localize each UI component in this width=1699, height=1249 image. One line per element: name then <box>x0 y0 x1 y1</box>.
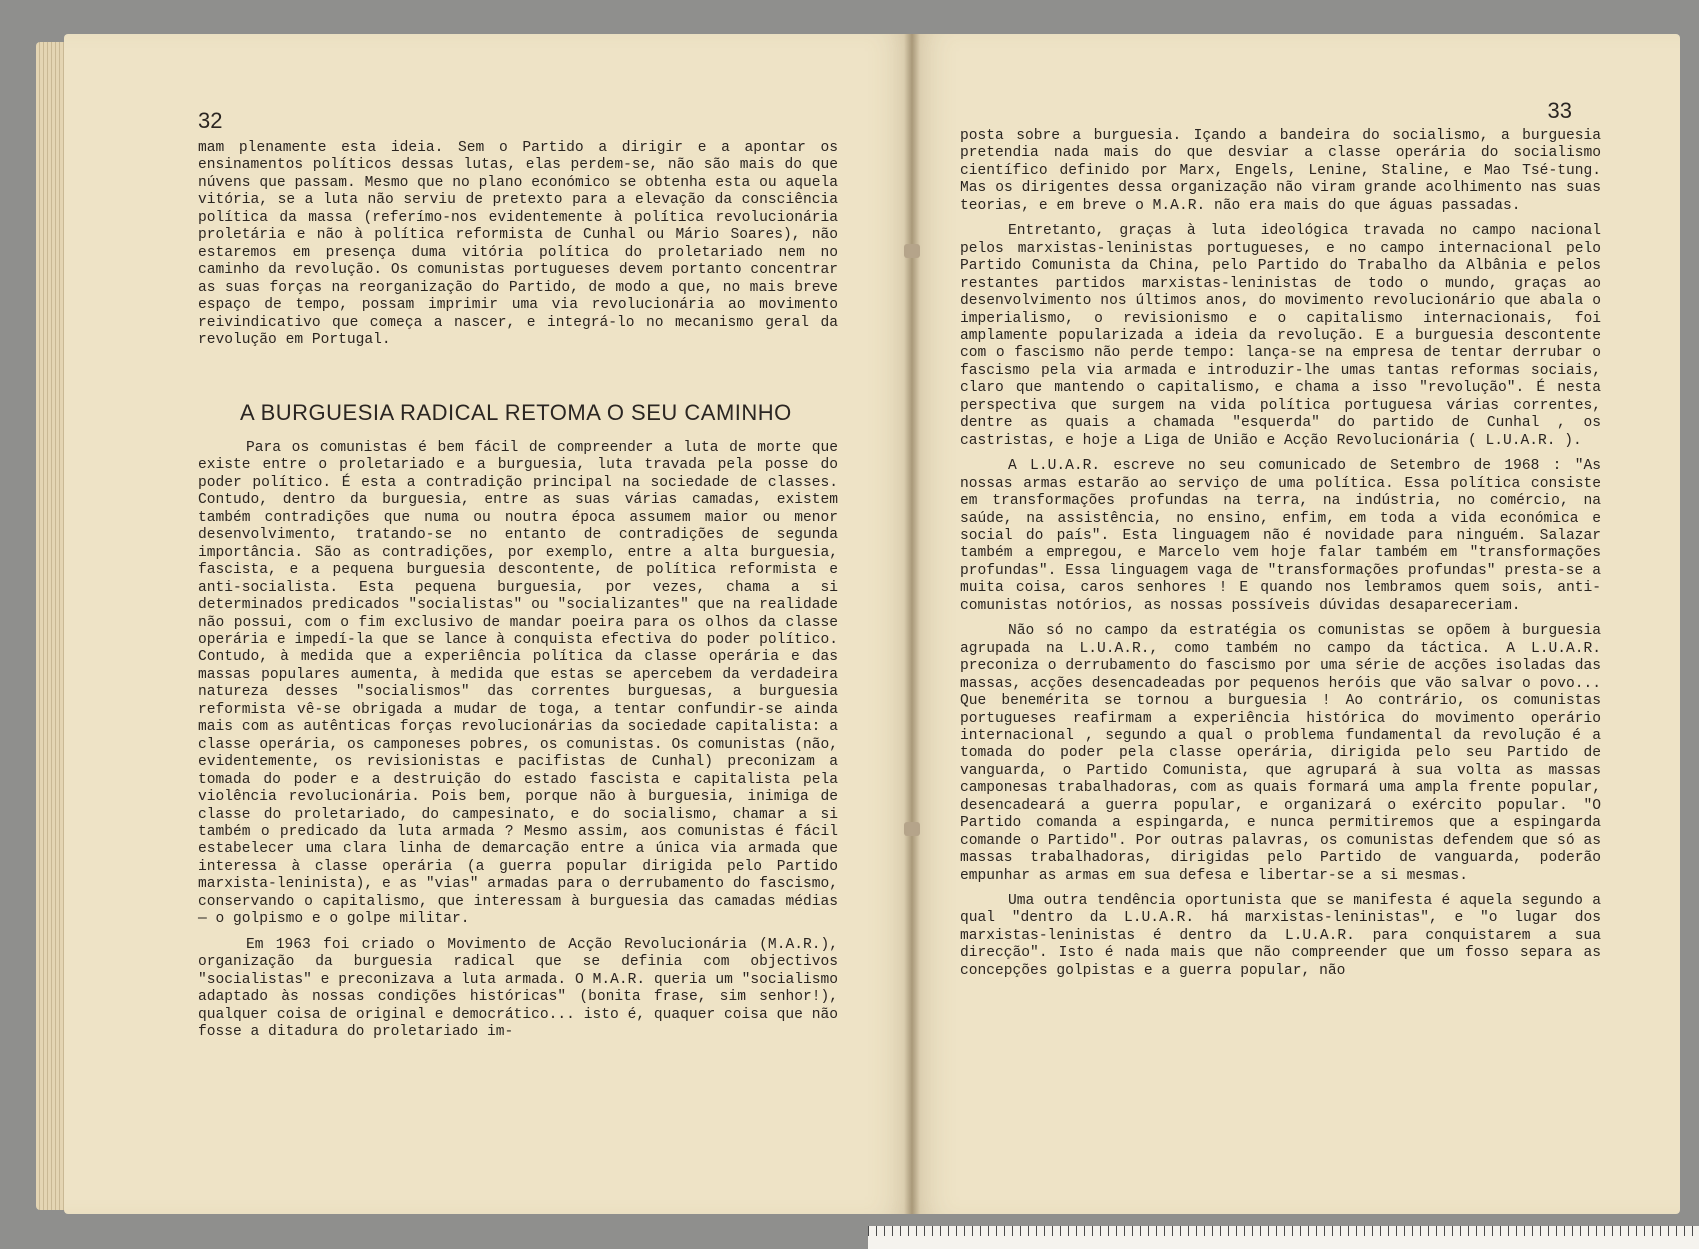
scale-ruler <box>868 1226 1699 1249</box>
left-page <box>64 34 912 1214</box>
page-number-left: 32 <box>198 108 223 133</box>
left-text-top <box>198 140 838 349</box>
paragraph: Em 1963 foi criado o Movimento de Acção Revolucionária (M.A.R.), organização da burguesia radical que se definia com objectivos "socialistas" e preconizava a luta armada. O M.A.R. queria um "socialismo adaptado às nossas condições históricas" (bonita frase, sim senhor!), qualquer coisa de original e democrático... isto é, quaquer coisa que não fosse a ditadura do proletariado im- <box>198 936 838 1040</box>
book-gutter <box>904 34 920 1214</box>
open-booklet <box>36 34 1680 1214</box>
staple <box>904 822 920 836</box>
paragraph: Entretanto, graças à luta ideológica travada no campo nacional pelos marxistas-leninistas portugueses, e no campo internacional pelo Partido Comunista da China, pelo Partido do Trabalho da Albânia e pelos restantes partidos marxistas-leninistas de todo o mundo, graças ao desenvolvimento nos últimos anos, do movimento revolucionário que abala o imperialismo, o revisionismo e o capitalismo internacionais, foi amplamente popularizada a ideia da revolução. E a burguesia descontente com o fascismo não perde tempo: lança-se na empresa de tentar derrubar o fascismo pela via armada e introduzir-lhe umas tantas reformas sociais, claro que mantendo o capitalismo, e chama a isso "revolução". É nesta perspectiva que surgem na vida política portuguesa várias correntes, dentre as quais a chamada "esquerda" do partido de Cunhal , os castristas, e hoje a Liga de União e Acção Revolucionária ( L.U.A.R. ). <box>960 223 1601 449</box>
paragraph: Não só no campo da estratégia os comunistas se opõem à burguesia agrupada na L.U.A.R., como também no campo da táctica. A L.U.A.R. preconiza o derrubamento do fascismo por uma série de acções isoladas das massas, acções desencadeadas por pequenos heróis que vão salvar o povo... Que benemérita se tornou a burguesia ! Ao contrário, os comunistas portugueses reafirmam a experiência histórica do movimento operário internacional , segundo a qual o problema fundamental da revolução é a tomada do poder pela classe operária, dirigida pelo seu Partido de vanguarda, o Partido Comunista, que agrupará à sua volta as massas camponesas trabalhadoras, com as quais formará uma ampla frente popular, desencadeará a guerra popular, e organizará o exército popular. "O Partido comanda a espingarda, e nunca permitiremos que a espingarda comande o Partido". Por outras palavras, os comunistas defendem que só as massas trabalhadoras, dirigidas pelo Partido de vanguarda, poderão empunhar as armas em sua defesa e libertar-se a si mesmas. <box>960 623 1601 884</box>
page-number-right: 33 <box>1547 98 1572 123</box>
paragraph: Uma outra tendência oportunista que se manifesta é aquela segundo a qual "dentro da L.U.A.R. há marxistas-leninistas", e "o lugar dos marxistas-leninistas é dentro da L.U.A.R. para conquistarem a sua direcção". Isto é nada mais que não compreender que um fosso separa as concepções golpistas e a guerra popular, não <box>960 893 1601 979</box>
paragraph: mam plenamente esta ideia. Sem o Partido a dirigir e a apontar os ensinamentos políticos dessas lutas, elas perdem-se, não são mais do que núvens que passam. Mesmo que no plano económico se obtenha esta ou aquela vitória, se a luta não serviu de pretexto para a elevação da consciência política da massa (referímo-nos evidentemente à política revolucionária proletária e não à política reformista de Cunhal ou Mário Soares), não estaremos em presença duma vitória política do proletariado nem no caminho da revolução. Os comunistas portugueses devem portanto concentrar as suas forças na reorganização do Partido, de modo a que, no mais breve espaço de tempo, possam imprimir uma via revolucionária ao movimento reivindicativo que começa a nascer, e integrá-lo no mecanismo geral da revolução em Portugal. <box>198 140 838 348</box>
paragraph: A L.U.A.R. escreve no seu comunicado de Setembro de 1968 : "As nossas armas estarão ao serviço de uma política. Essa política consiste em transformações profundas na terra, na indústria, no comércio, na saúde, na assistência, no ensino, enfim, em toda a vida económica e social do país". Esta linguagem não é novidade para ninguém. Salazar também a empregou, e Marcelo vem hoje falar também em "transformações profundas". Essa linguagem vaga de "transformações profundas" presta-se a muita coisa, caros senhores ! E quando nos lembramos quem sois, anti-comunistas notórios, as nossas possíveis dúvidas desapareceriam. <box>960 458 1601 614</box>
paragraph: Para os comunistas é bem fácil de compreender a luta de morte que existe entre o proletariado e a burguesia, luta travada pela posse do poder político. É esta a contradição principal na sociedade de classes. Contudo, dentro da burguesia, entre as suas várias camadas, existem também contradições que numa ou noutra época assumem maior ou menor desenvolvimento, tratando-se no entanto de contradições de segunda importância. São as contradições, por exemplo, entre a alta burguesia, fascista, e a pequena burguesia descontente, de política reformista e anti-socialista. Esta pequena burguesia, por vezes, chama a si determinados predicados "socialistas" ou "socializantes" que na realidade não possui, com o fim exclusivo de mandar poeira para os olhos da classe operária e impedí-la que se lance à conquista efectiva do poder político. Contudo, à medida que a experiência política da classe operária e das massas populares aumenta, à medida que estas se apercebem da verdadeira natureza desses "socialismos" das correntes burguesas, a burguesia reformista vê-se obrigada a mudar de toga, a tentar confundir-se ainda mais com as autênticas forças revolucionárias da sociedade capitalista: a classe operária, os camponeses pobres, os comunistas. Os comunistas (não, evidentemente, os revisionistas e pacifistas de Cunhal) preconizam a tomada do poder e a destruição do estado fascista e capitalista pela violência revolucionária. Pois bem, porque não à burguesia, inimiga de classe do proletariado, do campesinato, e do socialismo, chamar a si também o predicado da luta armada ? Mesmo assim, aos comunistas é fácil estabelecer uma clara linha de demarcação entre a única via armada que interessa à classe operária (a guerra popular dirigida pelo Partido marxista-leninista), e as "vias" armadas para o derrubamento do fascismo, conservando o capitalismo, que interessam à burguesia das camadas médias — o golpismo e o golpe militar. <box>198 440 838 928</box>
paragraph: posta sobre a burguesia. Içando a bandeira do socialismo, a burguesia pretendia nada mais do que desviar a classe operária do socialismo científico definido por Marx, Engels, Lenine, Staline, e Mao Tsé-tung. Mas os dirigentes dessa organização não viram grande acolhimento nas suas teorias, e em breve o M.A.R. não era mais do que águas passadas. <box>960 128 1601 214</box>
section-heading: A BURGUESIA RADICAL RETOMA O SEU CAMINHO <box>240 400 792 425</box>
right-page <box>912 34 1680 1214</box>
staple <box>904 244 920 258</box>
right-text <box>960 128 1601 980</box>
left-text-bottom <box>198 440 838 1041</box>
